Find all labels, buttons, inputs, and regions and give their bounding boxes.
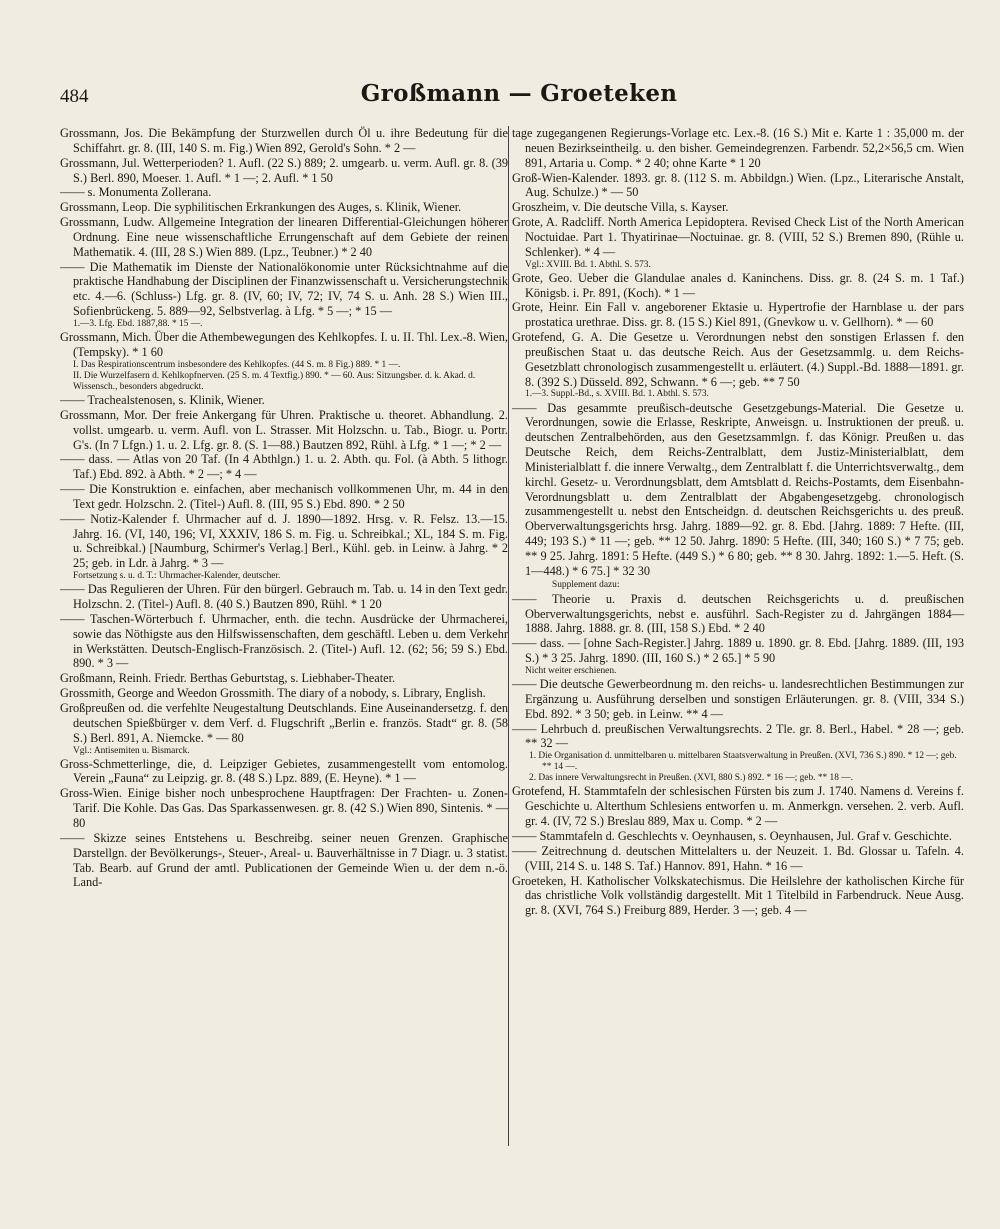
- bibliography-entry: —— Taschen-Wörterbuch f. Uhrmacher, enth. die techn. Ausdrücke der Uhrmacherei, sowie das Nöthigste aus den Hilfswissenschaften, dem geschäftl. Leben u. dem Verkehr in Werkstätten. Deutsch-Englisch-Französisch. 2. (Titel-) Aufl. 12. (62; 56; 59 S.) Ebd. 890. * 3 —: [60, 611, 508, 671]
- bibliography-entry: Grossmann, Jul. Wetterperioden? 1. Aufl. (22 S.) 889; 2. umgearb. u. verm. Aufl. gr. 8. (39 S.) Berl. 890, Moeser. 1. Aufl. * 1 —; 2. Aufl. * 1 50: [60, 155, 508, 185]
- running-head: Großmann — Groeteken: [360, 80, 678, 107]
- bibliography-entry: —— Die deutsche Gewerbeordnung m. den reichs- u. landesrechtlichen Bestimmungen zur Ergänzung u. Ausführung derselben und sonstigen Erläuterungen. gr. 8. (VIII, 334 S.) Ebd. 892. * 3 50; geb. in Leinw. ** 4 —: [512, 676, 964, 721]
- bibliography-entry: —— Die Konstruktion e. einfachen, aber mechanisch vollkommenen Uhr, m. 44 in den Text gedr. Holzschn. 2. (Titel-) Aufl. 8. (III, 95 S.) Ebd. 890. * 2 50: [60, 482, 508, 511]
- bibliography-entry: —— Lehrbuch d. preußischen Verwaltungsrechts. 2 Tle. gr. 8. Berl., Habel. * 28 —; geb. ** 32 —: [512, 721, 964, 751]
- bibliography-entry: —— Die Mathematik im Dienste der Nationalökonomie unter Rücksichtnahme auf die praktische Handhabung der Disciplinen der Finanzwissenschaft u. Versicherungstechnik etc. 4.—6. (Schluss-) Lfg. gr. 8. (IV, 60; IV, 72; IV, 74 S. u. Anh. 28 S.) Wien III., Sofienbrückeng. 5. 889—92, Selbstverlag. à Lfg. * 5 —; * 15 —: [60, 259, 508, 319]
- bibliography-entry: —— Trachealstenosen, s. Klinik, Wiener.: [60, 393, 265, 408]
- bibliography-entry: Groeteken, H. Katholischer Volkskatechismus. Die Heilslehre der katholischen Kirche für das christliche Volk vollständig dargestellt. Mit 1 Titelbild in Farbendruck. Neue Ausg. gr. 8. (XVI, 764 S.) Freiburg 889, Herder. 3 —; geb. 4 —: [512, 873, 964, 918]
- entry-note: 2. Das innere Verwaltungsrecht in Preußen. (XVI, 880 S.) 892. * 16 —; geb. ** 18 —.: [529, 773, 853, 784]
- left-column: [60, 126, 508, 890]
- bibliography-entry: —— dass. — [ohne Sach-Register.] Jahrg. 1889 u. 1890. gr. 8. Ebd. [Jahrg. 1889. (III, 193 S.) * 3 25. Jahrg. 1890. (III, 160 S.) * 2 65.] * 5 90: [512, 636, 964, 666]
- bibliography-entry: Großpreußen od. die verfehlte Neugestaltung Deutschlands. Eine Auseinandersetzg. f. den deutschen Spießbürger v. dem Verf. d. Flugschrift „Berlin e. französ. Stadt“ gr. 8. (58 S.) Berl. 891, A. Niemcke. * — 80: [60, 701, 508, 745]
- page-header: [60, 80, 978, 124]
- entry-note: I. Das Respirationscentrum insbesondere des Kehlkopfes. (44 S. m. 8 Fig.) 889. * 1 —.: [73, 359, 401, 370]
- bibliography-entry: —— Theorie u. Praxis d. deutschen Reichsgerichts u. d. preußischen Oberverwaltungsgerichts, nebst e. ausführl. Sach-Register zu d. Jahrgängen 1884—1888. Jahrg. 1888. gr. 8. (III, 158 S.) Ebd. * 2 40: [512, 591, 964, 636]
- bibliography-entry: —— dass. — Atlas von 20 Taf. (In 4 Abthlgn.) 1. u. 2. Abth. qu. Fol. (à Abth. 5 lithogr. Taf.) Ebd. 892. à Abth. * 2 —; * 4 —: [60, 452, 508, 482]
- bibliography-entry: Gross-Schmetterlinge, die, d. Leipziger Gebietes, zusammengestellt vom entomolog. Verein „Fauna“ zu Leipzig. gr. 8. (48 S.) Lpz. 889, (E. Heyne). * 1 —: [60, 756, 508, 786]
- bibliography-entry: Gross-Wien. Einige bisher noch unbesprochene Hauptfragen: Der Frachten- u. Zonen-Tarif. Die Kohle. Das Gas. Das Sparkassenwesen. gr. 8. (42 S.) Wien 890, Sintenis. * — 80: [60, 786, 508, 830]
- bibliography-entry: —— Skizze seines Entstehens u. Beschreibg. seiner neuen Grenzen. Graphische Darstellgn. der Bevölkerungs-, Steuer-, Areal- u. Bauverhältnisse in 7 Diagr. u. 3 statist. Tab. Bearb. auf Grund der amtl. Publicationen der Gemeinde Wien u. der dem n.-ö. Land-: [60, 830, 508, 890]
- bibliography-entry: —— Das gesammte preußisch-deutsche Gesetzgebungs-Material. Die Gesetze u. Verordnungen, sowie die Erlasse, Reskripte, Anweisgn. u. Instruktionen der preuß. u. deutschen Zentralbehörden, aus den Gesetzsammlgn. f. das Königr. Preußen u. das Deutsche Reich, dem Reichs-Zentralblatt, dem Justiz-Ministerialblatt, dem Ministerialblatt f. die innere Verwaltg., dem Zentralblatt f. die Unterrichtsverwaltg., dem kirchl. Gesetz- u. Verordnungsblatt, dem Amtsblatt d. Reichs-Postamts, dem Eisenbahn-Verordnungsblatt u. dem Zentralblatt der Abgabengesetzgebg. chronologisch zusammengestellt u. nebst den Entscheidgn. d. deutschen Reichsgerichts u. des preuß. Oberverwaltungsgerichts hrsg. Jahrg. 1889—92. gr. 8. Ebd. [Jahrg. 1889: 7 Hefte. (III, 449; 193 S.) * 11 —; geb. ** 12 50. Jahrg. 1890: 5 Hefte. (III, 340; 160 S.) * 7 75; geb. ** 9 25. Jahrg. 1891: 5 Hefte. (449 S.) * 6 80; geb. ** 8 30. Jahrg. 1892: 1.—5. Heft. (S. 1—448.) * 6 75.] * 32 30: [512, 400, 964, 578]
- entry-note: 1. Die Organisation d. unmittelbaren u. mittelbaren Staatsverwaltung in Preußen. (XVI, 736 S.) 890. * 12 —; geb. ** 14 —.: [529, 751, 957, 773]
- bibliography-entry: Grote, Heinr. Ein Fall v. angeborener Ektasie u. Hypertrofie der Harnblase u. der pars prostatica urethrae. Diss. gr. 8. (15 S.) Kiel 891, (Gnevkow u. v. Gellhorn). * — 60: [512, 300, 964, 330]
- bibliography-entry: Grossmann, Ludw. Allgemeine Integration der linearen Differential-Gleichungen höherer Ordnung. Eine neue wissenschaftliche Errungenschaft auf dem Gebiete der reinen Mathematik. 4. (III, 28 S.) Wien 889. (Lpz., Teubner.) * 2 40: [60, 215, 508, 259]
- bibliography-entry: Groszheim, v. Die deutsche Villa, s. Kayser.: [512, 200, 729, 215]
- bibliography-entry: Großmann, Reinh. Friedr. Berthas Geburtstag, s. Liebhaber-Theater.: [60, 671, 396, 686]
- right-column: [512, 126, 964, 918]
- bibliography-entry: —— s. Monumenta Zollerana.: [60, 185, 212, 200]
- bibliography-entry: Grotefend, H. Stammtafeln der schlesischen Fürsten bis zum J. 1740. Namens d. Vereins f. Geschichte u. Alterthum Schlesiens entworfen u. m. Anmerkgn. versehen. 2. verb. Aufl. gr. 4. (IV, 72 S.) Breslau 889, Max u. Comp. * 2 —: [512, 784, 964, 829]
- bibliography-entry: —— Das Regulieren der Uhren. Für den bürgerl. Gebrauch m. Tab. u. 14 in den Text gedr. Holzschn. 2. (Titel-) Aufl. 8. (40 S.) Bautzen 890, Rühl. * 1 20: [60, 582, 508, 612]
- entry-note: Nicht weiter erschienen.: [525, 665, 617, 676]
- bibliography-entry: —— Stammtafeln d. Geschlechts v. Oeynhausen, s. Oeynhausen, Jul. Graf v. Geschichte.: [512, 829, 952, 843]
- entry-note: 1.—3. Lfg. Ebd. 1887,88. * 15 —.: [73, 318, 203, 329]
- entry-note: Fortsetzung s. u. d. T.: Uhrmacher-Kalender, deutscher.: [73, 571, 281, 582]
- bibliography-entry: Groß-Wien-Kalender. 1893. gr. 8. (112 S. m. Abbildgn.) Wien. (Lpz., Literarische Anstalt, Aug. Schulze.) * — 50: [512, 170, 964, 200]
- bibliography-entry: —— Zeitrechnung d. deutschen Mittelalters u. der Neuzeit. 1. Bd. Glossar u. Tafeln. 4. (VIII, 214 S. u. 148 S. Taf.) Hannov. 891, Hahn. * 16 —: [512, 843, 964, 873]
- bibliography-entry: Grossmith, George and Weedon Grossmith. The diary of a nobody, s. Library, English.: [60, 686, 486, 701]
- entry-note: 1.—3. Suppl.-Bd., s. XVIII. Bd. 1. Abthl. S. 573.: [525, 389, 709, 400]
- bibliography-entry: Grossmann, Mor. Der freie Ankergang für Uhren. Praktische u. theoret. Abhandlung. 2. vollst. umgearb. u. verm. Aufl. von L. Strasser. Mit Holzschn. u. Tab., Biogr. u. Portr. G's. (In 7 Lfgn.) 1. u. 2. Lfg. gr. 8. (S. 1—88.) Bautzen 892, Rühl. à Lfg. * 1 —; * 2 —: [60, 407, 508, 452]
- entry-note: II. Die Wurzelfasern d. Kehlkopfnerven. (25 S. m. 4 Textfig.) 890. * — 60. Aus: Sitzungsber. d. k. Akad. d. Wissensch., besonders abgedruckt.: [73, 370, 476, 392]
- entry-note: Vgl.: Antisemiten u. Bismarck.: [73, 745, 190, 756]
- bibliography-entry: Grossmann, Mich. Über die Athembewegungen des Kehlkopfes. I. u. II. Thl. Lex.-8. Wien, (Tempsky). * 1 60: [60, 330, 508, 359]
- bibliography-entry: —— Notiz-Kalender f. Uhrmacher auf d. J. 1890—1892. Hrsg. v. R. Felsz. 13.—15. Jahrg. 16. (VI, 140, 196; VI, XXXIV, 186 S. m. Fig. u. Schreibkal.; XL, 184 S. m. Fig. u. Schreibkal.) [Naumburg, Schirmer's Verlag.] Berl., Kühl. geb. in Leinw. à Jahrg. * 2 25; geb. in Ldr. à Jahrg. * 3 —: [60, 511, 508, 571]
- column-divider: [508, 126, 509, 1146]
- bibliography-entry: Grossmann, Jos. Die Bekämpfung der Sturzwellen durch Öl u. ihre Bedeutung für die Schiffahrt. gr. 8. (III, 140 S. m. Fig.) Wien 892, Gerold's Sohn. * 2 —: [60, 126, 508, 155]
- bibliography-entry: tage zugegangenen Regierungs-Vorlage etc. Lex.-8. (16 S.) Mit e. Karte 1 : 35,000 m. der neuen Bezirkseintheilg. u. den bisher. Gemeindegrenzen. Farbendr. 52,2×56,5 cm. Wien 891, Artaria u. Comp. * 2 40; ohne Karte * 1 20: [512, 126, 964, 170]
- bibliography-entry: Grote, A. Radcliff. North America Lepidoptera. Revised Check List of the North American Noctuidae. Part 1. Thyatirinae—Noctuinae. gr. 8. (VIII, 52 S.) Bremen 890, (Rühle u. Schlenker). * 4 —: [512, 215, 964, 259]
- section-note: Supplement dazu:: [552, 579, 620, 590]
- page-number: 484: [60, 86, 89, 107]
- bibliography-entry: Grotefend, G. A. Die Gesetze u. Verordnungen nebst den sonstigen Erlassen f. den preußischen Staat u. das deutsche Reich. Aus der Gesetzsammlg. u. dem Reichs-Gesetzblatt chronologisch zusammengestellt u. erläutert. (4.) Suppl.-Bd. 1888—1891. gr. 8. (392 S.) Düsseld. 892, Schwann. * 6 —; geb. ** 7 50: [512, 330, 964, 389]
- entry-note: Vgl.: XVIII. Bd. 1. Abthl. S. 573.: [525, 259, 651, 270]
- bibliography-entry: Grote, Geo. Ueber die Glandulae anales d. Kaninchens. Diss. gr. 8. (24 S. m. 1 Taf.) Königsb. i. Pr. 891, (Koch). * 1 —: [512, 270, 964, 300]
- bibliography-entry: Grossmann, Leop. Die syphilitischen Erkrankungen des Auges, s. Klinik, Wiener.: [60, 200, 462, 215]
